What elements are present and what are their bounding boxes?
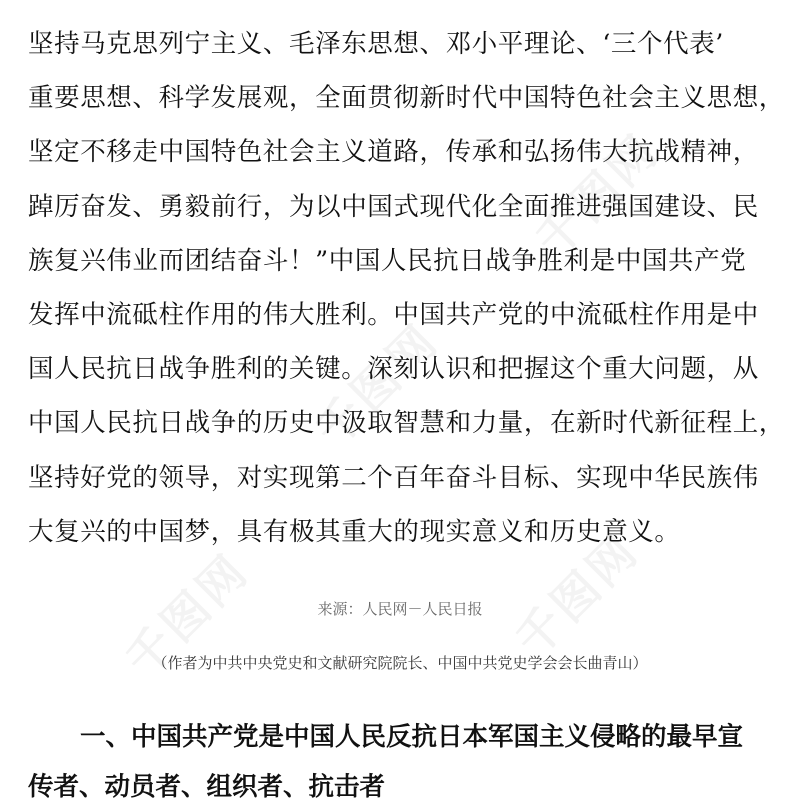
heading-line: 传者、动员者、组织者、抗击者 <box>28 772 386 800</box>
watermark: 千图网 <box>114 542 260 688</box>
heading-line: 一、中国共产党是中国人民反抗日本军国主义侵略的最早宣 <box>80 722 744 752</box>
watermark: 千图网 <box>504 522 650 668</box>
paragraph-line: 坚定不移走中国特色社会主义道路，传承和弘扬伟大抗战精神， <box>28 137 759 168</box>
paragraph-line: 大复兴的中国梦，具有极其重大的现实意义和历史意义。 <box>28 516 681 547</box>
paragraph-line: 发挥中流砥柱作用的伟大胜利。中国共产党的中流砥柱作用是中 <box>28 299 759 330</box>
paragraph-line: 坚持好党的领导，对实现第二个百年奋斗目标、实现中华民族伟 <box>28 462 759 493</box>
paragraph-line: 中国人民抗日战争的历史中汲取智慧和力量，在新时代新征程上， <box>28 408 785 439</box>
author-note: （作者为中共中央党史和文献研究院院长、中国中共党史学会会长曲青山） <box>152 654 648 672</box>
paragraph-line: 国人民抗日战争胜利的关键。深刻认识和把握这个重大问题，从 <box>28 354 759 385</box>
paragraph-line: 踔厉奋发、勇毅前行，为以中国式现代化全面推进强国建设、民 <box>28 191 759 222</box>
section-heading <box>28 712 788 800</box>
watermark: 千图网 <box>304 312 450 458</box>
paragraph-line: 族复兴伟业而团结奋斗！”中国人民抗日战争胜利是中国共产党 <box>28 245 747 276</box>
paragraph-line: 重要思想、科学发展观，全面贯彻新时代中国特色社会主义思想， <box>28 83 785 114</box>
body-paragraph <box>28 17 788 559</box>
paragraph-line: 坚持马克思列宁主义、毛泽东思想、邓小平理论、‘三个代表’ <box>28 29 725 59</box>
watermark: 千图网 <box>524 122 670 268</box>
source-line: 来源：人民网－人民日报 <box>317 600 483 618</box>
